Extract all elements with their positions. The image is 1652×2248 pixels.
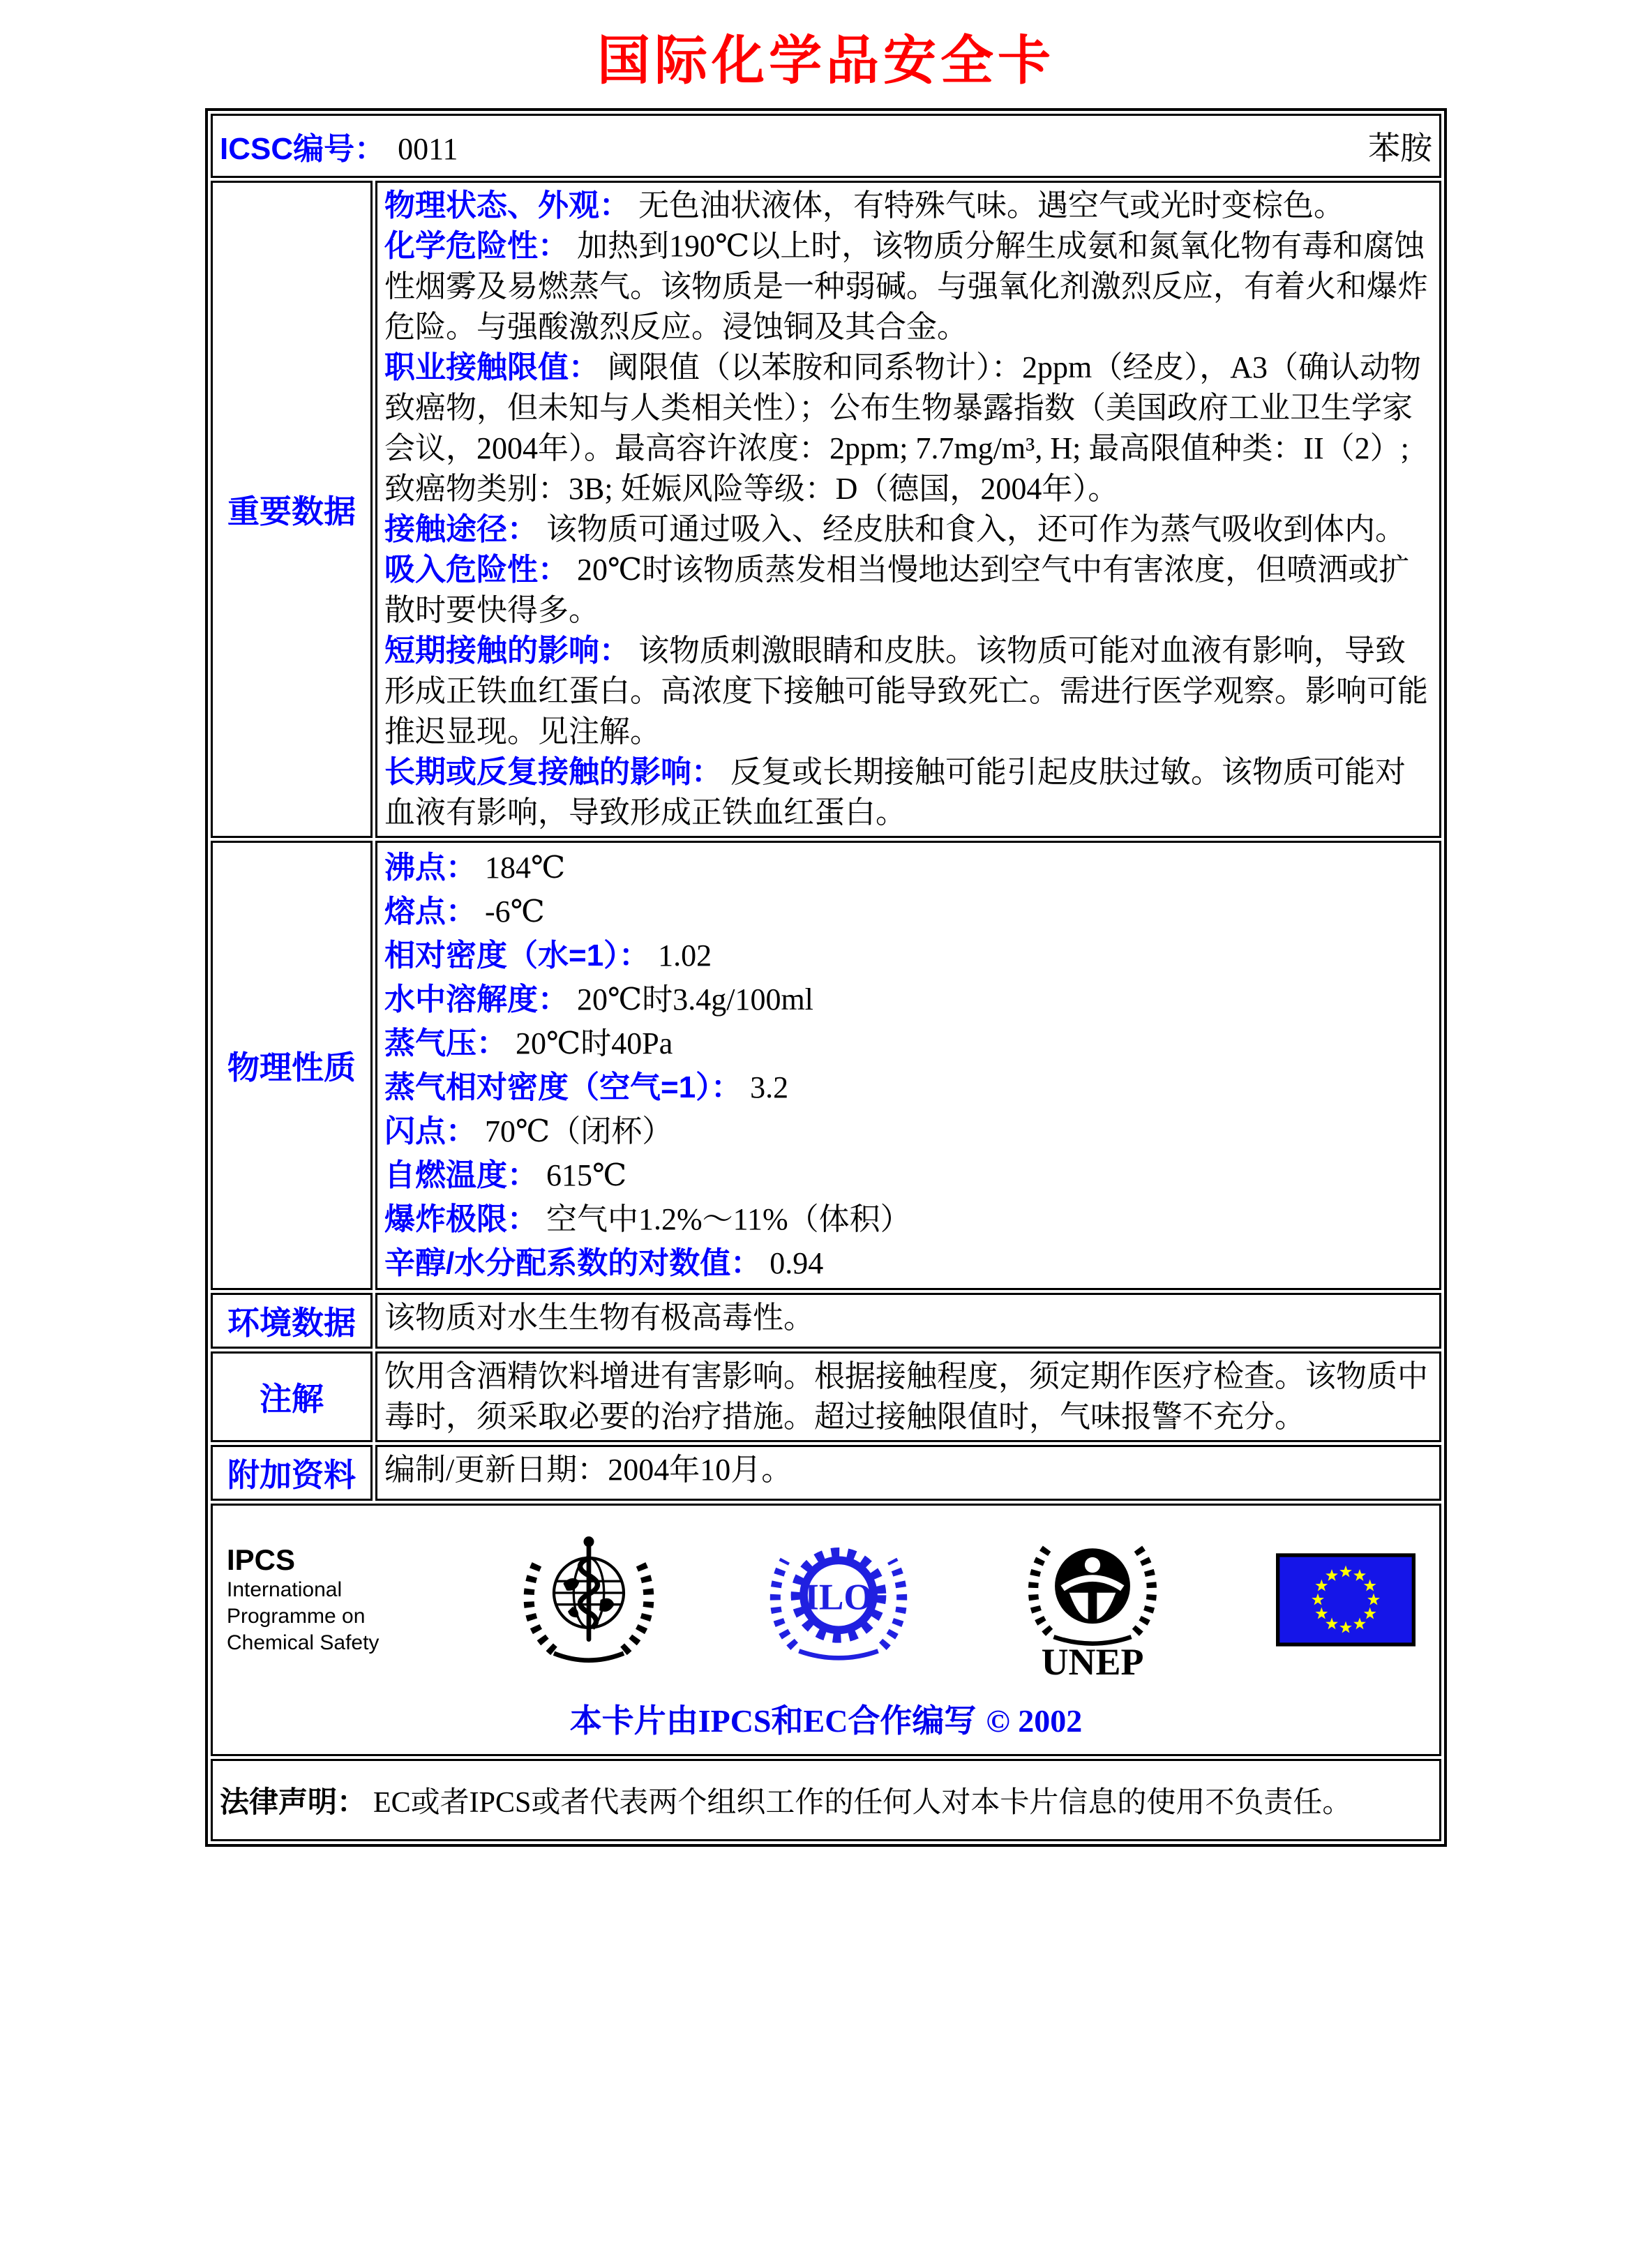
field-value: 饮用含酒精饮料增进有害影响。根据接触程度，须定期作医疗检查。该物质中毒时，须采取必要的治疗措施。超过接触限值时，气味报警不充分。 xyxy=(384,1359,1428,1434)
icsc-number-value: 0011 xyxy=(398,132,458,166)
field-value: 编制/更新日期：2004年10月。 xyxy=(384,1453,793,1487)
copyright-text: © 2002 xyxy=(986,1703,1083,1739)
data-item xyxy=(384,1153,1432,1197)
field-value: 20℃时3.4g/100ml xyxy=(577,982,813,1017)
field-value: 184℃ xyxy=(485,851,566,885)
field-value: -6℃ xyxy=(485,894,545,929)
data-item xyxy=(384,1065,1432,1109)
data-item xyxy=(384,934,1432,977)
credit-text: 本卡片由IPCS和EC合作编写 xyxy=(569,1703,977,1739)
field-label: 辛醇/水分配系数的对数值： xyxy=(384,1246,762,1280)
data-item xyxy=(384,347,1432,509)
section-content-additional-info xyxy=(375,1445,1441,1501)
field-value: 该物质可通过吸入、经皮肤和食入，还可作为蒸气吸收到体内。 xyxy=(546,512,1406,546)
data-item xyxy=(384,550,1432,631)
field-value: 615℃ xyxy=(546,1158,627,1192)
field-value: 1.02 xyxy=(658,938,712,973)
data-item xyxy=(384,1021,1432,1065)
field-label: 爆炸极限： xyxy=(384,1202,538,1236)
footer-logos-row xyxy=(211,1504,1441,1756)
field-value: 20℃时该物质蒸发相当慢地达到空气中有害浓度，但喷洒或扩散时要快得多。 xyxy=(384,553,1410,627)
ipcs-subtitle-line: Programme on xyxy=(227,1605,366,1628)
data-item xyxy=(384,1197,1432,1241)
field-label: 蒸气相对密度（空气=1）： xyxy=(384,1070,742,1104)
data-item xyxy=(384,1298,1432,1338)
legal-row xyxy=(211,1759,1441,1841)
data-item xyxy=(384,1109,1432,1153)
ilo-logo-letters: ILO xyxy=(804,1575,873,1618)
field-label: 接触途径： xyxy=(384,512,538,546)
section-content-important-data xyxy=(375,181,1441,838)
data-item xyxy=(384,631,1432,752)
data-item xyxy=(384,1450,1432,1490)
data-item xyxy=(384,752,1432,833)
section-label-important-data: 重要数据 xyxy=(211,181,373,838)
field-value: 空气中1.2%～11%（体积） xyxy=(546,1202,911,1236)
legal-label: 法律声明： xyxy=(220,1785,367,1818)
ilo-logo-icon xyxy=(769,1530,908,1670)
ipcs-text-block xyxy=(227,1543,408,1656)
data-item xyxy=(384,509,1432,550)
icsc-number-group xyxy=(220,123,458,168)
field-value: 阈限值（以苯胺和同系物计）：2ppm（经皮），A3（确认动物致癌物，但未知与人类相关性）；公布生物暴露指数（美国政府工业卫生学家会议，2004年）。最高容许浓度：2ppm; 7.7mg/m³, H; 最高限值种类：II（2）; 致癌物类别：3B; 妊娠风险等级：D（德国，2004年）。 xyxy=(384,350,1421,506)
field-label: 短期接触的影响： xyxy=(384,634,630,668)
field-label: 长期或反复接触的影响： xyxy=(384,755,722,789)
who-logo-icon xyxy=(519,1530,659,1670)
section-label-notes: 注解 xyxy=(211,1351,373,1442)
ipcs-subtitle-line: Chemical Safety xyxy=(227,1631,380,1654)
credit-line xyxy=(220,1695,1432,1741)
field-label: 水中溶解度： xyxy=(384,982,569,1017)
unep-logo-letters: UNEP xyxy=(1041,1641,1143,1680)
data-item xyxy=(384,226,1432,347)
unep-logo-icon xyxy=(1019,1520,1166,1680)
field-label: 自燃温度： xyxy=(384,1158,538,1192)
data-item xyxy=(384,977,1432,1021)
icsc-card-table xyxy=(205,108,1447,1847)
field-value: 3.2 xyxy=(750,1070,789,1104)
field-label: 化学危险性： xyxy=(384,229,569,263)
field-value: 70℃（闭杯） xyxy=(485,1114,673,1148)
field-value: 0.94 xyxy=(769,1246,824,1280)
field-value: 20℃时40Pa xyxy=(516,1026,673,1061)
icsc-number-label: ICSC编号： xyxy=(220,132,386,166)
field-label: 沸点： xyxy=(384,851,476,885)
ipcs-title: IPCS xyxy=(227,1543,296,1576)
section-label-environmental-data: 环境数据 xyxy=(211,1293,373,1349)
field-value: 该物质对水生生物有极高毒性。 xyxy=(384,1301,814,1335)
data-item xyxy=(384,1356,1432,1437)
section-label-additional-info: 附加资料 xyxy=(211,1445,373,1501)
field-label: 吸入危险性： xyxy=(384,553,569,587)
field-value: 无色油状液体，有特殊气味。遇空气或光时变棕色。 xyxy=(638,188,1344,223)
field-value: 该物质刺激眼睛和皮肤。该物质可能对血液有影响，导致形成正铁血红蛋白。高浓度下接触可能导致死亡。需进行医学观察。影响可能推迟显现。见注解。 xyxy=(384,634,1428,749)
section-label-physical-properties: 物理性质 xyxy=(211,841,373,1290)
data-item xyxy=(384,186,1432,226)
page-title: 国际化学品安全卡 xyxy=(597,32,1055,91)
section-content-physical-properties xyxy=(375,841,1441,1290)
section-content-environmental-data xyxy=(375,1293,1441,1349)
field-label: 职业接触限值： xyxy=(384,350,599,384)
data-item xyxy=(384,890,1432,934)
field-value: 加热到190℃以上时，该物质分解生成氨和氮氧化物有毒和腐蚀性烟雾及易燃蒸气。该物质是一种弱碱。与强氧化剂激烈反应，有着火和爆炸危险。与强酸激烈反应。浸蚀铜及其合金。 xyxy=(384,229,1428,344)
field-label: 物理状态、外观： xyxy=(384,188,630,223)
field-label: 熔点： xyxy=(384,894,476,929)
field-value: 反复或长期接触可能引起皮肤过敏。该物质可能对血液有影响，导致形成正铁血红蛋白。 xyxy=(384,755,1406,830)
chemical-name: 苯胺 xyxy=(1368,130,1432,166)
eu-flag-icon xyxy=(1276,1553,1416,1647)
legal-text: EC或者IPCS或者代表两个组织工作的任何人对本卡片信息的使用不负责任。 xyxy=(373,1787,1352,1819)
data-item xyxy=(384,846,1432,890)
field-label: 蒸气压： xyxy=(384,1026,507,1061)
field-label: 闪点： xyxy=(384,1114,476,1148)
field-label: 相对密度（水=1）： xyxy=(384,938,650,973)
card-header-row xyxy=(211,114,1441,178)
data-item xyxy=(384,1241,1432,1285)
ipcs-subtitle-line: International xyxy=(227,1578,343,1601)
section-content-notes xyxy=(375,1351,1441,1442)
